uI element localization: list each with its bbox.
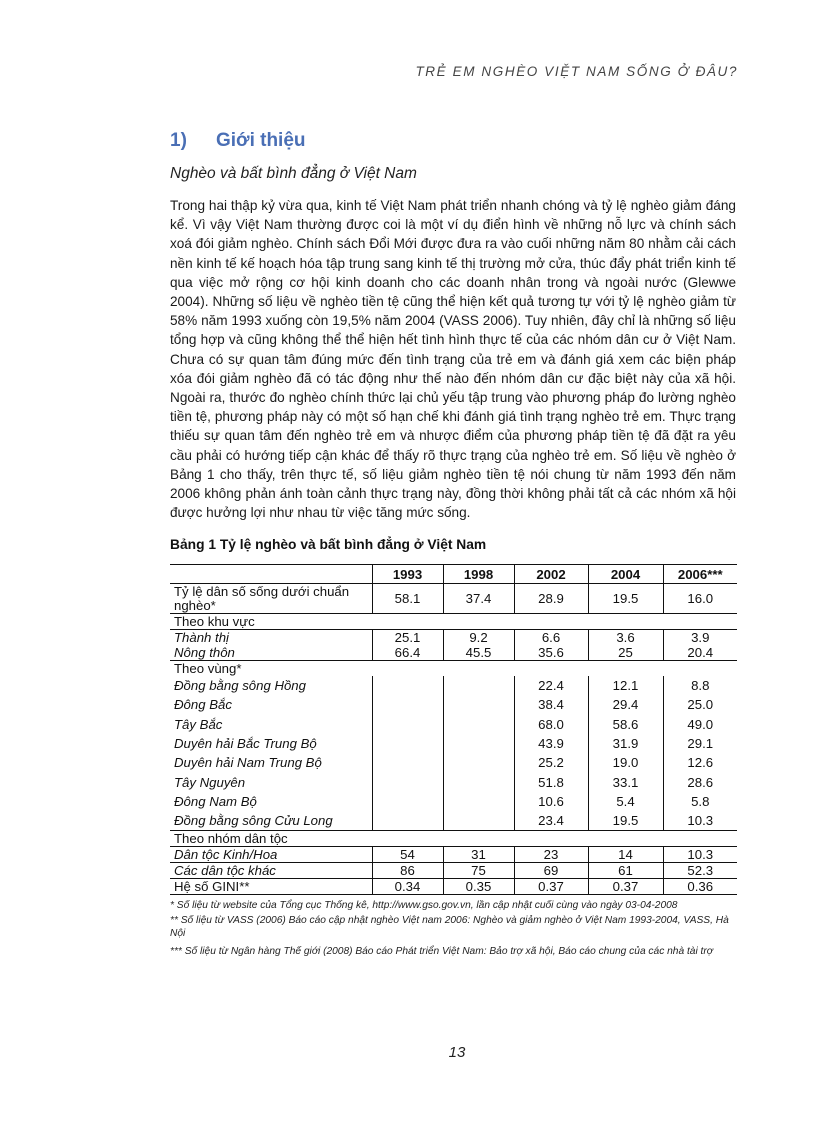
cell: 5.8 [663, 792, 737, 811]
cell: 66.4 [372, 645, 443, 661]
row-label: Thành thị [174, 629, 229, 645]
footnotes [170, 900, 740, 963]
cell: 3.6 [588, 630, 663, 646]
cell: 25.2 [514, 753, 588, 772]
cell: 10.3 [663, 811, 737, 831]
cell: 28.9 [514, 584, 588, 614]
cell: 9.2 [443, 630, 514, 646]
cell: 20.4 [663, 645, 737, 661]
page-number: 13 [448, 1044, 466, 1061]
cell: 0.36 [663, 879, 737, 895]
cell: 28.6 [663, 772, 737, 791]
row-label: Nông thôn [170, 645, 372, 661]
cell: 45.5 [443, 645, 514, 661]
cell: 31 [443, 847, 514, 863]
cell [443, 772, 514, 791]
row-label: Đồng bằng sông Hồng [174, 678, 306, 694]
cell [443, 811, 514, 831]
cell: 51.8 [514, 772, 588, 791]
cell: 29.4 [588, 695, 663, 714]
cell: 69 [514, 863, 588, 879]
table-title: Bảng 1 Tỷ lệ nghèo và bất bình đẳng ở Việt Nam [170, 537, 487, 552]
body-paragraph [170, 196, 736, 522]
paragraph-text: Trong hai thập kỷ vừa qua, kinh tế Việt Nam phát triển nhanh chóng và tỷ lệ nghèo giảm đáng kể. Vì vậy Việt Nam thường được coi là một ví dụ điển hình về những nỗ lực và chính sách xoá đói giảm nghèo. Chính sách Đổi Mới được đưa ra vào cuối những năm 80 nhằm cải cách nền kinh tế kế hoạch hóa tập trung sang kinh tế thị trường mở cửa, thúc đẩy phát triển kinh tế qua việc mở rộng cơ hội kinh doanh cho các doanh nhân trong và ngoài nước (Glewwe 2004). Những số liệu về nghèo tiền tệ cũng thể hiện kết quả tương tự với tỷ lệ nghèo giảm từ 58% năm 1993 xuống còn 19,5% năm 2004 (VASS 2006). Tuy nhiên, đây chỉ là những số liệu tổng hợp và cũng không thể thể hiện hết tình hình thực tế của các nhóm dân cư ở Việt Nam. Chưa có sự quan tâm đúng mức đến tình trạng của trẻ em và đánh giá xem các biện pháp xóa đói giảm nghèo đã có tác động như thế nào đến nhóm dân cư đặc biệt này của xã hội. Ngoài ra, thước đo nghèo chính thức lại chủ yếu tập trung vào phương pháp đo lường nghèo tiền tệ, phương pháp này có một số hạn chế khi đánh giá tình trạng nghèo trẻ em. Thực trạng thiếu sự quan tâm đến nghèo trẻ em và nhược điểm của phương pháp tiền tệ đã đặt ra yêu cầu phải có hướng tiếp cận khác để thấy rõ thực trạng của nghèo trẻ em. Số liệu về nghèo ở Bảng 1 cho thấy, trên thực tế, số liệu giảm nghèo tiền tệ nói chung từ năm 1993 đến năm 2006 không phản ánh toàn cảnh thực trạng này, đồng thời không phải tất cả các nhóm xã hội được hưởng lợi như nhau từ việc tăng mức sống. [170, 198, 736, 521]
group-heading: Theo khu vực [170, 614, 737, 630]
cell: 19.0 [588, 753, 663, 772]
row-label: Hệ số GINI** [170, 879, 372, 895]
cell: 25.1 [372, 630, 443, 646]
table-row [170, 811, 737, 831]
cell: 12.1 [588, 676, 663, 695]
cell: 54 [372, 847, 443, 863]
cell: 52.3 [663, 863, 737, 879]
cell [372, 676, 443, 695]
year-header: 2004 [588, 565, 663, 584]
cell [443, 792, 514, 811]
cell [372, 695, 443, 714]
cell [372, 753, 443, 772]
row-label: Tây Bắc [174, 716, 223, 732]
row-label: Dân tộc Kinh/Hoa [170, 847, 372, 863]
table-row [170, 645, 737, 661]
cell: 38.4 [514, 695, 588, 714]
cell: 68.0 [514, 715, 588, 734]
group-heading-row [170, 831, 737, 847]
cell: 49.0 [663, 715, 737, 734]
cell: 25.0 [663, 695, 737, 714]
cell [443, 734, 514, 753]
cell: 75 [443, 863, 514, 879]
footnote: *** Số liệu từ Ngân hàng Thế giới (2008) Báo cáo Phát triển Việt Nam: Bảo trợ xã hội, Báo cáo chung của các nhà tài trợ [170, 946, 713, 958]
cell: 35.6 [514, 645, 588, 661]
section-title: Giới thiệu [216, 130, 306, 151]
table-row [170, 676, 737, 695]
running-header: TRẺ EM NGHÈO VIỆT NAM SỐNG Ở ĐÂU? [415, 64, 738, 79]
year-header: 2006*** [663, 565, 737, 584]
row-label: Tây Nguyên [174, 774, 246, 790]
cell: 8.8 [663, 676, 737, 695]
cell: 43.9 [514, 734, 588, 753]
cell: 23.4 [514, 811, 588, 831]
header-blank [170, 565, 372, 584]
group-heading: Theo nhóm dân tộc [170, 831, 737, 847]
row-label: Tỷ lệ dân số sống dưới chuẩn nghèo* [170, 584, 372, 614]
cell: 16.0 [663, 584, 737, 614]
cell: 33.1 [588, 772, 663, 791]
cell: 31.9 [588, 734, 663, 753]
cell: 23 [514, 847, 588, 863]
table-row [170, 772, 737, 791]
group-heading-row [170, 661, 737, 677]
table-row [170, 715, 737, 734]
poverty-table [170, 564, 737, 895]
cell [443, 676, 514, 695]
footnote: * Số liệu từ website của Tổng cục Thống kê, http://www.gso.gov.vn, lần cập nhật cuối cùng vào ngày 03-04-2008 [170, 900, 678, 911]
cell: 37.4 [443, 584, 514, 614]
section-heading [170, 130, 306, 152]
cell: 5.4 [588, 792, 663, 811]
row-label: Các dân tộc khác [170, 863, 372, 879]
cell: 58.1 [372, 584, 443, 614]
cell: 25 [588, 645, 663, 661]
table-row [170, 879, 737, 895]
row-label: Đồng bằng sông Cửu Long [174, 813, 333, 829]
cell: 0.35 [443, 879, 514, 895]
year-header: 1993 [372, 565, 443, 584]
cell: 19.5 [588, 584, 663, 614]
cell [443, 753, 514, 772]
cell: 14 [588, 847, 663, 863]
table-row [170, 863, 737, 879]
cell: 10.3 [663, 847, 737, 863]
row-label: Duyên hải Nam Trung Bộ [174, 755, 322, 771]
cell: 22.4 [514, 676, 588, 695]
group-heading: Theo vùng* [174, 660, 242, 676]
cell: 12.6 [663, 753, 737, 772]
table-row [170, 847, 737, 863]
year-header: 2002 [514, 565, 588, 584]
cell [443, 715, 514, 734]
cell: 0.37 [588, 879, 663, 895]
table-row [170, 792, 737, 811]
cell [372, 715, 443, 734]
cell: 86 [372, 863, 443, 879]
cell [443, 695, 514, 714]
year-header: 1998 [443, 565, 514, 584]
cell: 58.6 [588, 715, 663, 734]
table-row [170, 753, 737, 772]
cell: 6.6 [514, 630, 588, 646]
row-label: Duyên hải Bắc Trung Bộ [174, 736, 317, 752]
cell: 0.37 [514, 879, 588, 895]
cell [372, 792, 443, 811]
cell: 29.1 [663, 734, 737, 753]
group-heading-row [170, 614, 737, 630]
cell: 61 [588, 863, 663, 879]
table-row [170, 695, 737, 714]
table-row [170, 584, 737, 614]
cell [372, 772, 443, 791]
subsection-title: Nghèo và bất bình đẳng ở Việt Nam [170, 165, 417, 182]
row-label: Đông Bắc [174, 697, 232, 713]
cell [372, 811, 443, 831]
cell: 19.5 [588, 811, 663, 831]
cell [372, 734, 443, 753]
table-row [170, 734, 737, 753]
cell: 0.34 [372, 879, 443, 895]
table-row [170, 630, 737, 646]
page-number-container [0, 1044, 816, 1061]
row-label: Đông Nam Bộ [174, 793, 257, 809]
table-header-row [170, 565, 737, 584]
section-number: 1) [170, 130, 187, 151]
cell: 10.6 [514, 792, 588, 811]
cell: 3.9 [663, 630, 737, 646]
footnote: ** Số liệu từ VASS (2006) Báo cáo cập nhật nghèo Việt nam 2006: Nghèo và giảm nghèo ở Việt Nam 1993-2004, VASS, Hà Nội [170, 915, 729, 939]
